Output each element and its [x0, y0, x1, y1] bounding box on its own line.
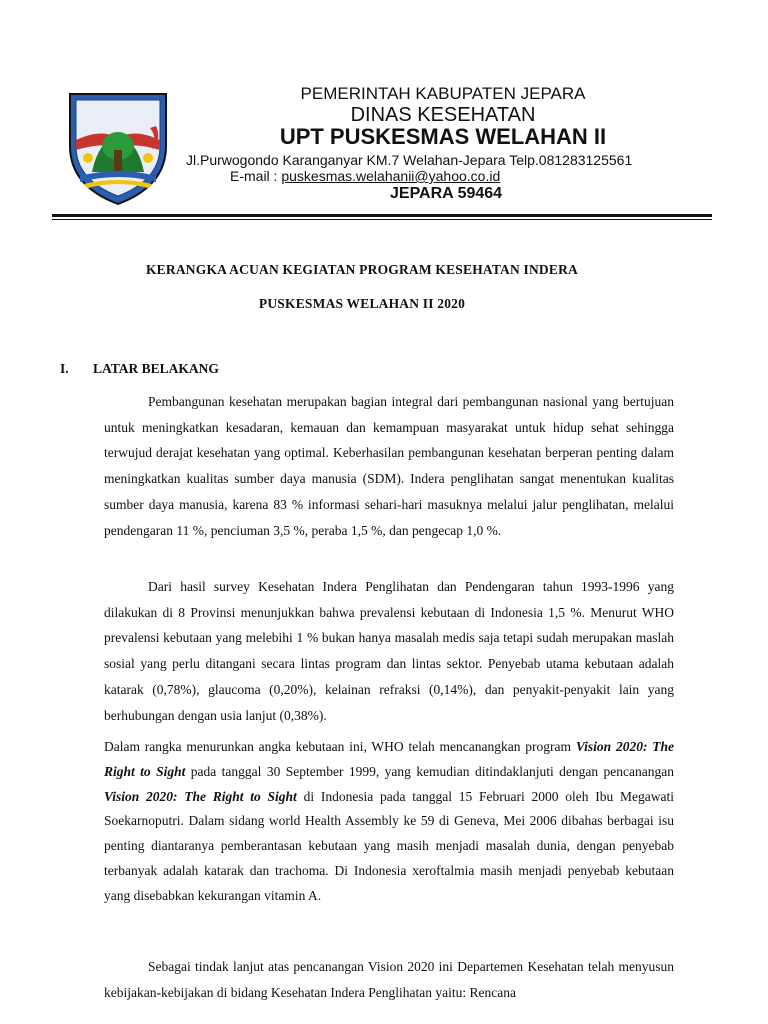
section-heading: LATAR BELAKANG: [93, 361, 219, 376]
paragraph-4: Sebagai tindak lanjut atas pencanangan Vision 2020 ini Departemen Kesehatan telah menyusun kebijakan-kebijakan di bidang Kesehatan Indera Penglihatan yaitu: Rencana: [104, 959, 674, 1000]
government-name: PEMERINTAH KABUPATEN JEPARA: [300, 84, 586, 103]
vision-2020-emphasis: Vision 2020: The Right to Sight: [104, 788, 297, 804]
document-title: KERANGKA ACUAN KEGIATAN PROGRAM KESEHATAN INDERA: [145, 262, 578, 277]
paragraph-2: Dari hasil survey Kesehatan Indera Penglihatan dan Pendengaran tahun 1993-1996 yang dilakukan di 8 Provinsi menunjukkan bahwa prevalensi kebutaan di Indonesia 1,5 %. Menurut WHO prevalensi kebutaan yang melebihi 1 % bukan hanya masalah medis saja tetapi sudah merupakan maslah sosial yang perlu ditangani secara lintas program dan lintas sektor. Penyebab utama kebutaan adalah katarak (0,78%), glaucoma (0,20%), kelainan refraksi (0,14%), dan penyakit-penyakit lain yang berhubungan dengan usia lanjut (0,38%).: [104, 579, 674, 723]
email-label: E-mail :: [230, 168, 282, 184]
paragraph-3-text-2: pada tanggal 30 September 1999, yang kemudian ditindaklanjuti dengan pencanangan: [185, 763, 674, 779]
document-subtitle: PUSKESMAS WELAHAN II 2020: [258, 296, 466, 311]
institution-name: UPT PUSKESMAS WELAHAN II: [279, 124, 607, 149]
paragraph-3-text-3: di Indonesia pada tanggal 15 Februari 2000 oleh Ibu Megawati Soekarnoputri. Dalam sidang world Health Assembly ke 59 di Geneva, Mei 2006 dibahas berbagai isu penting diantaranya pemberantasan kebutaan yang masih menjadi masalah dunia, dengan penyebab terbanyak adalah katarak dan trachoma. Di Indonesia xeroftalmia masih menjadi penyebab kebutaan yang disebabkan kekurangan vitamin A.: [104, 788, 675, 903]
letterhead-divider-thick: [52, 214, 712, 217]
vision-2020-emphasis: Vision 2020: The Right to Sight: [104, 739, 675, 779]
letterhead: [0, 0, 768, 225]
address-line: Jl.Purwogondo Karanganyar KM.7 Welahan-Jepara Telp.081283125561: [186, 152, 633, 168]
letterhead-divider-thin: [52, 219, 712, 220]
paragraph-3-text-1: Dalam rangka menurunkan angka kebutaan ini, WHO telah mencanangkan program: [104, 739, 576, 754]
city-postal-code: JEPARA 59464: [390, 185, 503, 202]
email-line: [230, 168, 690, 184]
jepara-regency-emblem: [62, 88, 174, 208]
department-name: DINAS KESEHATAN: [350, 104, 536, 126]
paragraph-3: [104, 735, 674, 909]
email-link[interactable]: puskesmas.welahanii@yahoo.co.id: [281, 168, 501, 184]
paragraph-1: Pembangunan kesehatan merupakan bagian integral dari pembangunan nasional yang bertujuan untuk meningkatkan kesadaran, kemauan dan kemampuan masyarakat untuk hidup sehat sehingga terwujud derajat kesehatan yang optimal. Keberhasilan pembangunan kesehatan berperan penting dalam meningkatkan kualitas sumber daya manusia (SDM). Indera penglihatan sangat menentukan kualitas sumber daya manusia, karena 83 % informasi sehari-hari masuknya melalui jalur penglihatan, melalui pendengaran 11 %, penciuman 3,5 %, peraba 1,5 %, dan pengecap 1,0 %.: [104, 394, 674, 538]
section-number: I.: [60, 361, 69, 376]
